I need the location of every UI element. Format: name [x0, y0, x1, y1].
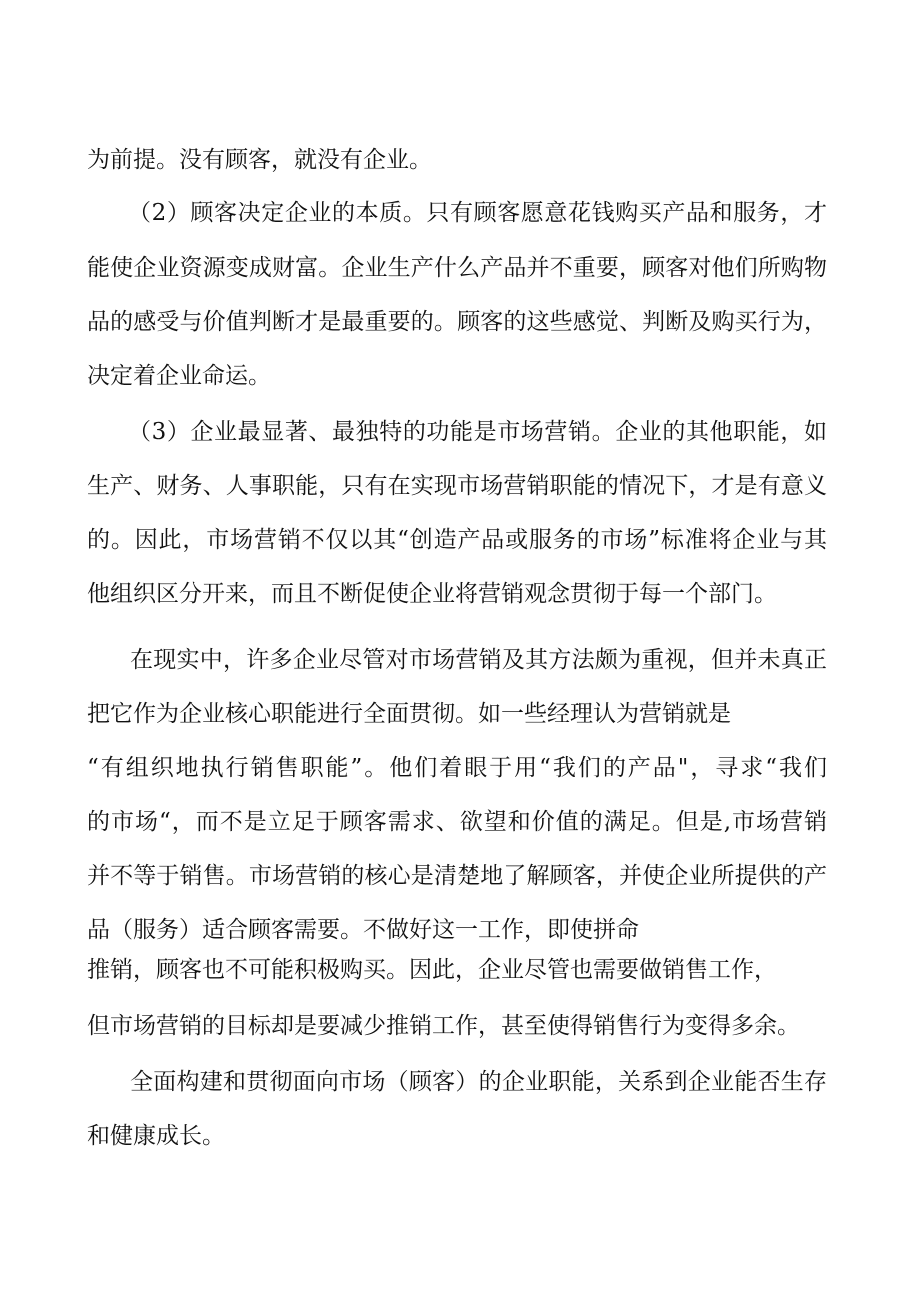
text-line: 在现实中，许多企业尽管对市场营销及其方法颇为重视，但并未真正: [130, 647, 827, 673]
text-line: 和健康成长。: [87, 1123, 225, 1149]
text-line: （3）企业最显著、最独特的功能是市场营销。企业的其他职能，如: [128, 419, 827, 445]
text-line: （2）顾客决定企业的本质。只有顾客愿意花钱购买产品和服务，才: [128, 200, 827, 226]
text-line: 推销，顾客也不可能积极购买。因此，企业尽管也需要做销售工作，: [87, 957, 777, 983]
text-line: 的。因此，市场营销不仅以其“创造产品或服务的市场”标准将企业与其: [87, 527, 827, 553]
text-line: 品（服务）适合顾客需要。不做好这一工作，即使拼命: [87, 917, 639, 943]
text-line: 把它作为企业核心职能进行全面贯彻。如一些经理认为营销就是: [87, 701, 731, 727]
text-line: 能使企业资源变成财富。企业生产什么产品并不重要，顾客对他们所购物: [87, 255, 827, 281]
text-line: 为前提。没有顾客，就没有企业。: [87, 147, 432, 173]
text-line: 决定着企业命运。: [87, 363, 271, 389]
text-line: 品的感受与价值判断才是最重要的。顾客的这些感觉、判断及购买行为，: [87, 309, 827, 335]
text-line: 但市场营销的目标却是要减少推销工作，甚至使得销售行为变得多余。: [87, 1013, 800, 1039]
text-line: 的市场“，而不是立足于顾客需求、欲望和价值的满足。但是,市场营销: [87, 809, 827, 835]
text-line: “有组织地执行销售职能”。他们着眼于用“我们的产品"，寻求“我们: [87, 755, 827, 781]
text-line: 并不等于销售。市场营销的核心是清楚地了解顾客，并使企业所提供的产: [87, 863, 827, 889]
text-line: 生产、财务、人事职能，只有在实现市场营销职能的情况下，才是有意义: [87, 473, 827, 499]
text-line: 他组织区分开来，而且不断促使企业将营销观念贯彻于每一个部门。: [87, 581, 777, 607]
text-line: 全面构建和贯彻面向市场（顾客）的企业职能，关系到企业能否生存: [130, 1069, 827, 1095]
